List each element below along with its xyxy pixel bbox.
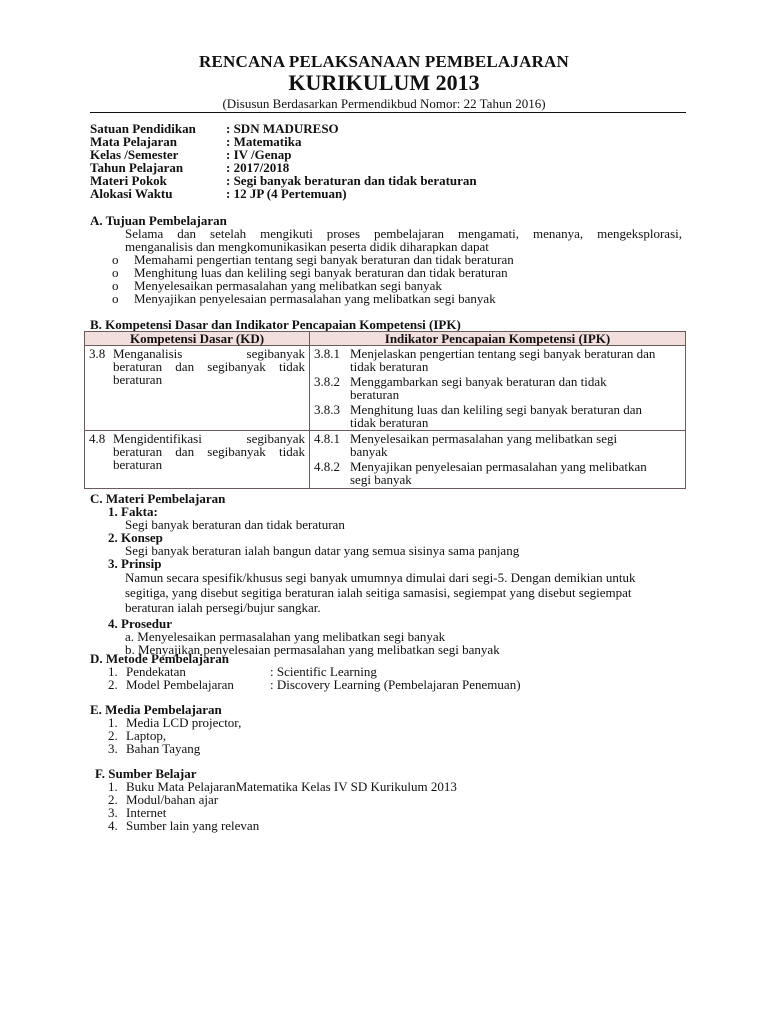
identity-block <box>90 122 477 200</box>
list-item <box>108 793 683 806</box>
list-item <box>108 819 683 832</box>
ipk-line: banyak <box>350 444 388 459</box>
identity-value: : 12 JP (4 Pertemuan) <box>226 186 347 201</box>
kd-cell <box>85 431 310 489</box>
identity-label: Materi Pokok <box>90 173 167 188</box>
identity-value: : SDN MADURESO <box>226 121 339 136</box>
konsep-label: 2. Konsep <box>108 530 163 545</box>
item-number: 4. <box>108 818 118 833</box>
item-number: 1. <box>108 715 118 730</box>
section-f <box>95 767 683 832</box>
kd-ipk-table <box>84 331 686 489</box>
ipk-item <box>314 432 681 458</box>
header-rule <box>90 112 686 113</box>
list-item-text: Menyajikan penyelesaian permasalahan yang melibatkan segi banyak <box>134 291 496 306</box>
section-a-heading: A. Tujuan Pembelajaran <box>90 213 227 228</box>
ipk-line: tidak beraturan <box>350 415 429 430</box>
section-e-heading: E. Media Pembelajaran <box>90 702 222 717</box>
section-a-intro-1: Selama dan setelah mengikuti proses pembelajaran mengamati, menanya, mengeksplorasi, <box>125 226 682 241</box>
item-text: Internet <box>126 805 167 820</box>
kd-line: Mengidentifikasi segibanyak <box>113 431 305 446</box>
bullet-marker: o <box>112 252 119 267</box>
item-number: 1. <box>108 664 118 679</box>
prosedur-item: a. Menyelesaikan permasalahan yang melibatkan segi banyak <box>125 629 446 644</box>
prinsip-line: beraturan ialah persegi/bujur sangkar. <box>125 600 321 615</box>
kd-cell <box>85 346 310 431</box>
table-header-kd: Kompetensi Dasar (KD) <box>85 332 310 346</box>
kd-line: beraturan <box>113 372 163 387</box>
section-a-list <box>90 253 682 305</box>
item-label: Model Pembelajaran <box>126 677 234 692</box>
doc-subtitle: (Disusun Berdasarkan Permendikbud Nomor: 22 Tahun 2016) <box>222 96 546 111</box>
item-text: Sumber lain yang relevan <box>126 818 260 833</box>
item-text: Bahan Tayang <box>126 741 201 756</box>
section-d-heading: D. Metode Pembelajaran <box>90 651 229 666</box>
list-item-text: Memahami pengertian tentang segi banyak beraturan dan tidak beraturan <box>134 252 514 267</box>
konsep-text: Segi banyak beraturan ialah bangun datar yang semua sisinya sama panjang <box>125 543 520 558</box>
section-e <box>90 703 682 755</box>
doc-title-2: KURIKULUM 2013 <box>288 70 480 95</box>
list-item <box>108 716 682 729</box>
kd-line: beraturan dan segibanyak tidak <box>113 359 305 374</box>
kd-line: beraturan <box>113 457 163 472</box>
prosedur-item: b. Menyajikan penyelesaian permasalahan yang melibatkan segi banyak <box>125 642 500 657</box>
item-text: Modul/bahan ajar <box>126 792 219 807</box>
section-a <box>90 214 682 305</box>
kd-number: 4.8 <box>89 431 106 446</box>
table-header-row <box>85 332 686 346</box>
ipk-item <box>314 375 681 401</box>
doc-title-1: RENCANA PELAKSANAAN PEMBELAJARAN <box>198 52 570 71</box>
bullet-marker: o <box>112 278 119 293</box>
section-f-heading: F. Sumber Belajar <box>95 766 197 781</box>
prinsip-line: Namun secara spesifik/khusus segi banyak umumnya dimulai dari segi-5. Dengan demikian untuk <box>125 570 636 585</box>
fakta-text: Segi banyak beraturan dan tidak beraturan <box>125 517 345 532</box>
prinsip-line: segitiga, yang disebut segitiga beraturan ialah seitiga samasisi, segiempat yang disebut segiempat <box>125 585 632 600</box>
ipk-number: 3.8.2 <box>314 374 340 389</box>
ipk-cell <box>310 346 686 431</box>
identity-value: : Segi banyak beraturan dan tidak beraturan <box>226 173 477 188</box>
kd-number: 3.8 <box>89 346 106 361</box>
table-row <box>85 346 686 431</box>
ipk-line: beraturan <box>350 387 400 402</box>
ipk-line: segi banyak <box>350 472 412 487</box>
ipk-line: Menggambarkan segi banyak beraturan dan tidak <box>350 374 607 389</box>
kd-line: Menganalisis segibanyak <box>113 346 305 361</box>
bullet-marker: o <box>112 265 119 280</box>
item-number: 2. <box>108 728 118 743</box>
identity-row <box>90 187 477 200</box>
ipk-line: Menghitung luas dan keliling segi banyak beraturan dan <box>350 402 643 417</box>
ipk-line: Menyajikan penyelesaian permasalahan yang melibatkan <box>350 459 647 474</box>
kd-line: beraturan dan segibanyak tidak <box>113 444 305 459</box>
item-number: 1. <box>108 779 118 794</box>
identity-value: : 2017/2018 <box>226 160 290 175</box>
ipk-line: tidak beraturan <box>350 359 429 374</box>
list-item-text: Menyelesaikan permasalahan yang melibatkan segi banyak <box>134 278 442 293</box>
item-number: 3. <box>108 805 118 820</box>
prinsip-label: 3. Prinsip <box>108 556 162 571</box>
list-item <box>112 292 682 305</box>
ipk-number: 3.8.1 <box>314 346 340 361</box>
section-d <box>90 652 682 691</box>
ipk-item <box>314 403 681 429</box>
item-number: 2. <box>108 677 118 692</box>
list-item-text: Menghitung luas dan keliling segi banyak beraturan dan tidak beraturan <box>134 265 508 280</box>
ipk-item <box>314 460 681 486</box>
item-number: 2. <box>108 792 118 807</box>
item-label: Pendekatan <box>126 664 186 679</box>
fakta-label: 1. Fakta: <box>108 504 158 519</box>
bullet-marker: o <box>112 291 119 306</box>
identity-label: Alokasi Waktu <box>90 186 173 201</box>
identity-value: : IV /Genap <box>226 147 292 162</box>
item-text: Media LCD projector, <box>126 715 242 730</box>
prosedur-label: 4. Prosedur <box>108 616 173 631</box>
identity-label: Kelas /Semester <box>90 147 179 162</box>
ipk-line: Menyelesaikan permasalahan yang melibatkan segi <box>350 431 618 446</box>
ipk-number: 4.8.1 <box>314 431 340 446</box>
table-header-ipk: Indikator Pencapaian Kompetensi (IPK) <box>310 332 686 346</box>
ipk-number: 4.8.2 <box>314 459 340 474</box>
section-c <box>90 492 682 656</box>
ipk-number: 3.8.3 <box>314 402 340 417</box>
section-b-heading: B. Kompetensi Dasar dan Indikator Pencapaian Kompetensi (IPK) <box>90 317 461 332</box>
item-value: : Scientific Learning <box>270 664 377 679</box>
identity-label: Mata Pelajaran <box>90 134 178 149</box>
ipk-cell <box>310 431 686 489</box>
identity-label: Tahun Pelajaran <box>90 160 184 175</box>
ipk-line: Menjelaskan pengertian tentang segi banyak beraturan dan <box>350 346 656 361</box>
item-value: : Discovery Learning (Pembelajaran Penemuan) <box>270 677 521 692</box>
section-c-heading: C. Materi Pembelajaran <box>90 491 226 506</box>
table-row <box>85 431 686 489</box>
list-item <box>108 742 682 755</box>
list-item <box>108 678 682 691</box>
identity-value: : Matematika <box>226 134 302 149</box>
identity-label: Satuan Pendidikan <box>90 121 196 136</box>
item-number: 3. <box>108 741 118 756</box>
ipk-item <box>314 347 681 373</box>
item-text: Buku Mata PelajaranMatematika Kelas IV SD Kurikulum 2013 <box>126 779 457 794</box>
item-text: Laptop, <box>126 728 167 743</box>
section-a-intro-2: menganalisis dan mengkomunikasikan peserta didik diharapkan dapat <box>125 239 489 254</box>
